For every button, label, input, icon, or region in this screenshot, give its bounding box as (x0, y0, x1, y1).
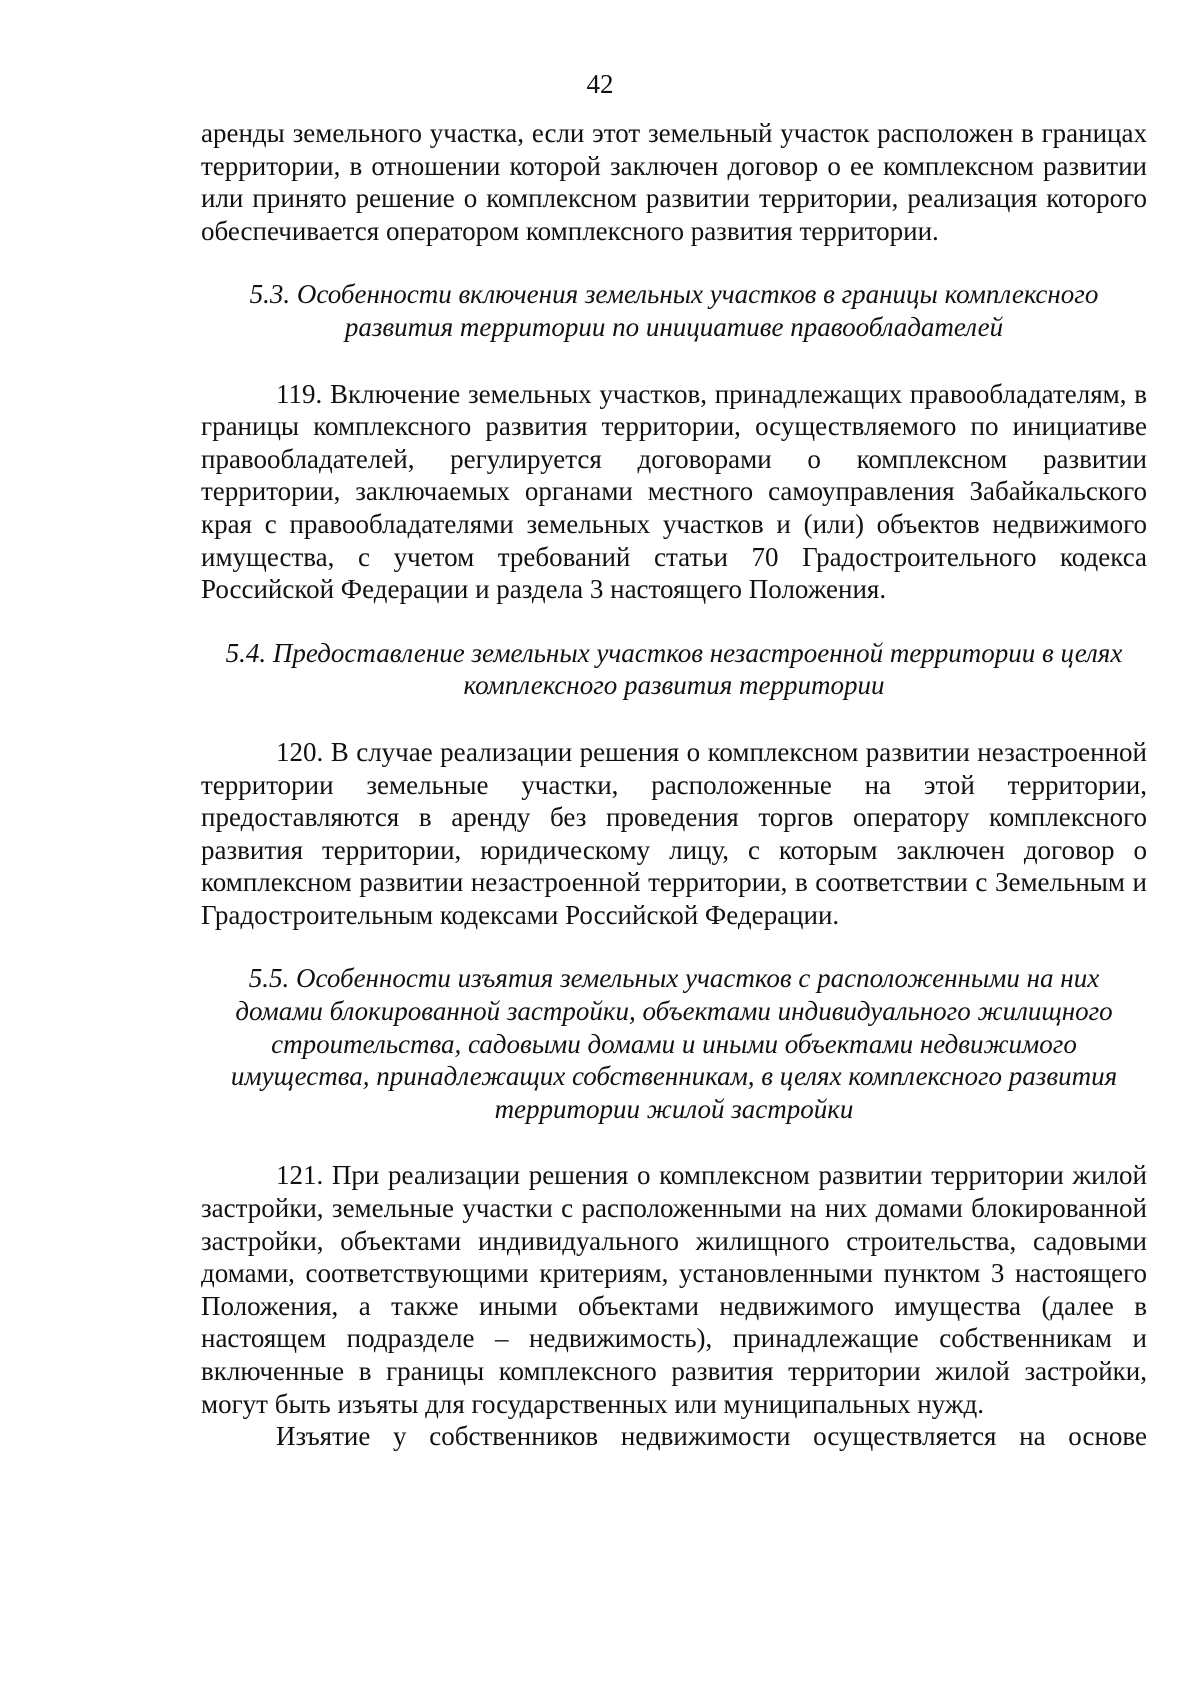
document-body (201, 117, 1147, 1453)
paragraph-121-continued: Изъятие у собственников недвижимости осуществляется на основе (276, 1421, 1147, 1452)
section-heading-5-3: 5.3. Особенности включения земельных участков в границы комплексного развития территории по инициативе правообладателей (249, 279, 1099, 342)
section-heading-5-4: 5.4. Предоставление земельных участков незастроенной территории в целях комплексного развития территории (225, 637, 1123, 701)
spacer (201, 931, 1147, 962)
spacer (201, 1125, 1147, 1159)
section-heading-5-5: 5.5. Особенности изъятия земельных участков с расположенными на них домами блокированной застройки, объектами индивидуального жилищного строительства, садовыми домами и иными объектами недвижимого имущества, принадлежащих собственникам, в целях комплексного развития территории жилой застройки (230, 963, 1118, 1124)
paragraph-continuation: аренды земельного участка, если этот земельный участок расположен в границах территории, в отношении которой заключен договор о ее комплексном развитии или принято решение о комплексном развитии территории, реализация которого обеспечивается оператором комплексного развития территории. (201, 118, 1147, 246)
spacer (201, 344, 1147, 378)
spacer (201, 247, 1147, 278)
spacer (201, 702, 1147, 736)
paragraph-120: 120. В случае реализации решения о комплексном развитии незастроенной территории земельные участки, расположенные на этой территории, предоставляются в аренду без проведения торгов оператору комплексного развития территории, юридическому лицу, с которым заключен договор о комплексном развитии незастроенной территории, в соответствии с Земельным и Градостроительным кодексами Российской Федерации. (201, 736, 1147, 930)
paragraph-121: 121. При реализации решения о комплексном развитии территории жилой застройки, земельные участки с расположенными на них домами блокированной застройки, объектами индивидуального жилищного строительства, садовыми домами, соответствующими критериям, установленными пунктом 3 настоящего Положения, а также иными объектами недвижимого имущества (далее в настоящем подразделе – недвижимость), принадлежащие собственникам и включенные в границы комплексного развития территории жилой застройки, могут быть изъяты для государственных или муниципальных нужд. (201, 1160, 1147, 1419)
page-number: 42 (586, 69, 614, 99)
spacer (201, 606, 1147, 637)
paragraph-119: 119. Включение земельных участков, принадлежащих правообладателям, в границы комплексного развития территории, осуществляемого по инициативе правообладателей, регулируется договорами о комплексном развитии территории, заключаемых органами местного самоуправления Забайкальского края с правообладателями земельных участков и (или) объектов недвижимого имущества, с учетом требований статьи 70 Градостроительного кодекса Российской Федерации и раздела 3 настоящего Положения. (201, 378, 1147, 605)
